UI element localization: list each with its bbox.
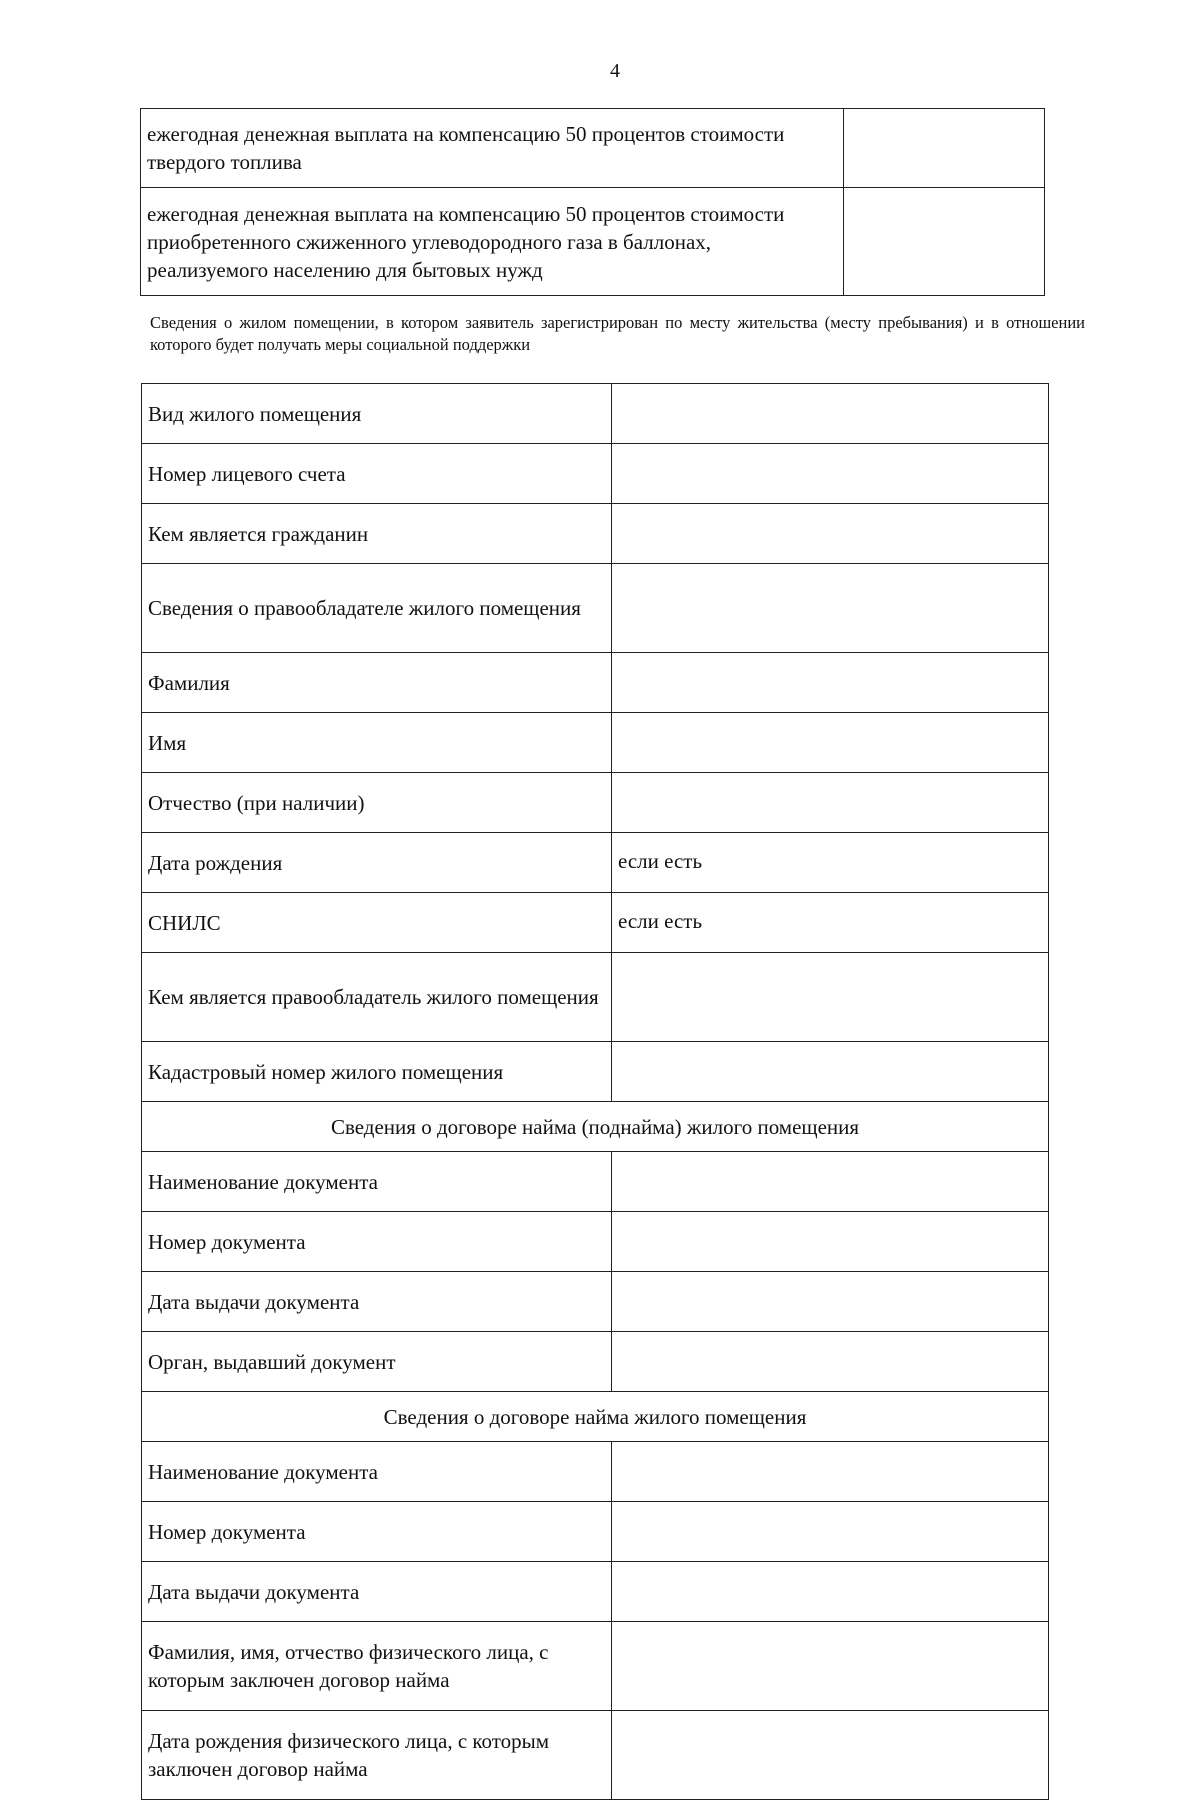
field-value[interactable] xyxy=(612,773,1049,833)
table-row xyxy=(142,1212,1049,1272)
field-value[interactable] xyxy=(612,1272,1049,1332)
page-number: 4 xyxy=(610,60,620,82)
field-label: Номер лицевого счета xyxy=(142,444,612,504)
table-row xyxy=(142,653,1049,713)
field-label: Наименование документа xyxy=(142,1152,612,1212)
section-header-row xyxy=(142,1392,1049,1442)
field-value[interactable] xyxy=(612,1042,1049,1102)
table-row xyxy=(142,1332,1049,1392)
benefits-table xyxy=(140,108,1045,296)
table-row xyxy=(142,1711,1049,1800)
field-value[interactable] xyxy=(612,1562,1049,1622)
table-row xyxy=(142,384,1049,444)
field-label: Номер документа xyxy=(142,1212,612,1272)
field-label: Вид жилого помещения xyxy=(142,384,612,444)
table-row xyxy=(142,713,1049,773)
table-row xyxy=(142,1042,1049,1102)
table-row xyxy=(142,1272,1049,1332)
table-row xyxy=(142,564,1049,653)
table-row xyxy=(142,1562,1049,1622)
table-row xyxy=(142,1622,1049,1711)
field-value[interactable]: если есть xyxy=(612,833,1049,893)
field-label: Наименование документа xyxy=(142,1442,612,1502)
field-label: Кем является гражданин xyxy=(142,504,612,564)
field-value[interactable] xyxy=(612,504,1049,564)
field-label: Дата рождения xyxy=(142,833,612,893)
field-value[interactable] xyxy=(612,653,1049,713)
housing-intro-text: Сведения о жилом помещении, в котором заявитель зарегистрирован по месту жительства (месту пребывания) и в отношении которого будет получать меры социальной поддержки xyxy=(150,313,1085,354)
field-label: Дата выдачи документа xyxy=(142,1562,612,1622)
field-label: Сведения о правообладателе жилого помещения xyxy=(142,564,612,653)
field-label: Фамилия, имя, отчество физического лица, с которым заключен договор найма xyxy=(142,1622,612,1711)
housing-table xyxy=(141,383,1049,1800)
field-label: Отчество (при наличии) xyxy=(142,773,612,833)
table-row xyxy=(142,833,1049,893)
field-label: Кадастровый номер жилого помещения xyxy=(142,1042,612,1102)
field-value[interactable] xyxy=(612,1502,1049,1562)
field-label: Орган, выдавший документ xyxy=(142,1332,612,1392)
table-row xyxy=(142,444,1049,504)
table-row xyxy=(142,953,1049,1042)
table-row xyxy=(141,109,1045,188)
benefit-label: ежегодная денежная выплата на компенсацию 50 процентов стоимости твердого топлива xyxy=(141,109,844,188)
field-label: Номер документа xyxy=(142,1502,612,1562)
table-row xyxy=(142,504,1049,564)
field-value[interactable] xyxy=(612,1622,1049,1711)
field-value[interactable] xyxy=(612,1212,1049,1272)
field-label: Кем является правообладатель жилого помещения xyxy=(142,953,612,1042)
field-value[interactable] xyxy=(612,713,1049,773)
benefit-checkbox-cell[interactable] xyxy=(844,109,1045,188)
table-row xyxy=(142,1442,1049,1502)
field-value[interactable] xyxy=(612,1332,1049,1392)
field-value[interactable] xyxy=(612,1152,1049,1212)
table-row xyxy=(141,188,1045,296)
field-value[interactable] xyxy=(612,384,1049,444)
field-label: СНИЛС xyxy=(142,893,612,953)
table-row xyxy=(142,1502,1049,1562)
field-value[interactable] xyxy=(612,444,1049,504)
field-label: Имя xyxy=(142,713,612,773)
benefit-label: ежегодная денежная выплата на компенсацию 50 процентов стоимости приобретенного сжиженного углеводородного газа в баллонах, реализуемого населению для бытовых нужд xyxy=(141,188,844,296)
field-label: Дата рождения физического лица, с которым заключен договор найма xyxy=(142,1711,612,1800)
section-title: Сведения о договоре найма (поднайма) жилого помещения xyxy=(142,1102,1049,1152)
field-value[interactable]: если есть xyxy=(612,893,1049,953)
table-row xyxy=(142,1152,1049,1212)
section-header-row xyxy=(142,1102,1049,1152)
field-value[interactable] xyxy=(612,953,1049,1042)
table-row xyxy=(142,773,1049,833)
field-value[interactable] xyxy=(612,1711,1049,1800)
benefit-checkbox-cell[interactable] xyxy=(844,188,1045,296)
field-label: Фамилия xyxy=(142,653,612,713)
section-title: Сведения о договоре найма жилого помещения xyxy=(142,1392,1049,1442)
table-row xyxy=(142,893,1049,953)
field-label: Дата выдачи документа xyxy=(142,1272,612,1332)
field-value[interactable] xyxy=(612,564,1049,653)
field-value[interactable] xyxy=(612,1442,1049,1502)
